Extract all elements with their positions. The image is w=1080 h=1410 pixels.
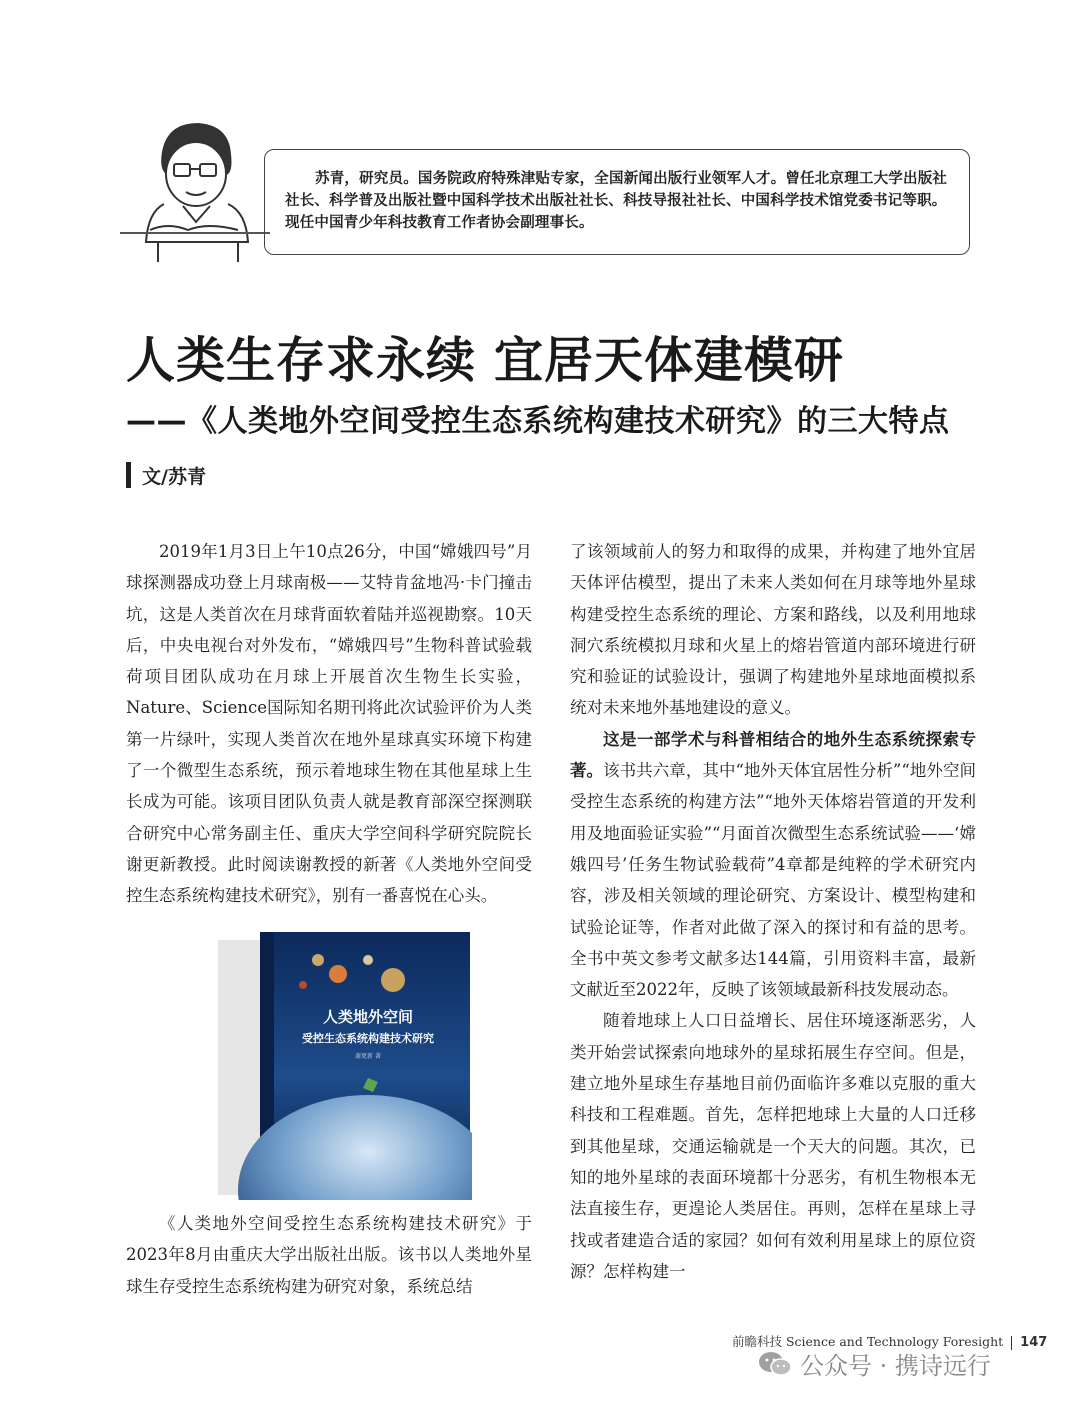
- author-marker: [126, 462, 131, 488]
- bold-lead: 这是一部学术与科普相结合的地外生态系统探索专著。: [570, 729, 976, 781]
- book-cover-title-2: 受控生态系统构建技术研究: [302, 1032, 434, 1045]
- right-column: [570, 536, 976, 1287]
- bio-connector-line: [120, 232, 270, 234]
- left-column-bottom: [126, 1208, 532, 1302]
- body-paragraph: 《人类地外空间受控生态系统构建技术研究》于2023年8月由重庆大学出版社出版。该书以人类地外星球生存受控生态系统构建为研究对象，系统总结: [126, 1214, 532, 1296]
- page-number: 147: [1020, 1335, 1048, 1350]
- watermark-text: 公众号 · 携诗远行: [800, 1352, 991, 1380]
- body-paragraph: 随着地球上人口日益增长、居住环境逐渐恶劣，人类开始尝试探索向地球外的星球拓展生存空间。但是，建立地外星球生存基地目前仍面临许多难以克服的重大科技和工程难题。首先，怎样把地球上大量的人口迁移到其他星球，交通运输就是一个天大的问题。其次，已知的地外星球的表面环境都十分恶劣，有机生物根本无法直接生存，更遑论人类居住。再则，怎样在星球上寻找或者建造合适的家园？如何有效利用星球上的原位资源？怎样构建一: [570, 1011, 976, 1281]
- author-portrait-illustration: [128, 112, 258, 272]
- journal-name: 前瞻科技 Science and Technology Foresight: [732, 1334, 1004, 1349]
- watermark: [758, 1346, 991, 1381]
- left-column-top: [126, 536, 532, 912]
- wechat-icon: [758, 1350, 792, 1378]
- book-cover-title-1: 人类地外空间: [322, 1008, 414, 1026]
- body-paragraph: 2019年1月3日上午10点26分，中国“嫦娥四号”月球探测器成功登上月球南极——艾特肯盆地冯·卡门撞击坑，这是人类首次在月球背面软着陆并巡视勘察。10天后，中央电视台对外发布，“嫦娥四号”生物科普试验载荷项目团队成功在月球上开展首次生物生长实验，Nature、Science国际知名期刊将此次试验评价为人类第一片绿叶，实现人类首次在地外星球真实环境下构建了一个微型生态系统，预示着地球生物在其他星球上生长成为可能。该项目团队负责人就是教育部深空探测联合研究中心常务副主任、重庆大学空间科学研究院院长谢更新教授。此时阅读谢教授的新著《人类地外空间受控生态系统构建技术研究》，别有一番喜悦在心头。: [126, 542, 532, 906]
- book-cover-image: [218, 930, 472, 1200]
- footer-divider: [1011, 1336, 1012, 1350]
- article-subtitle: ——《人类地外空间受控生态系统构建技术研究》的三大特点: [126, 404, 950, 439]
- article-author: 文/苏青: [142, 466, 206, 488]
- body-text: 该书共六章，其中“地外天体宜居性分析”“地外空间受控生态系统的构建方法”“地外天体熔岩管道的开发利用及地面验证实验”“月面首次微型生态系统试验——‘嫦娥四号’任务生物试验载荷”4章都是纯粹的学术研究内容，涉及相关领域的理论研究、方案设计、模型构建和试验论证等，作者对此做了深入的探讨和有益的思考。全书中英文参考文献多达144篇，引用资料丰富，最新文献近至2022年，反映了该领域最新科技发展动态。: [570, 761, 977, 1000]
- body-paragraph: 了该领域前人的努力和取得的成果，并构建了地外宜居天体评估模型，提出了未来人类如何在月球等地外星球构建受控生态系统的理论、方案和路线，以及利用地球洞穴系统模拟月球和火星上的熔岩管道内部环境进行研究和验证的试验设计，强调了构建地外星球地面模拟系统对未来地外基地建设的意义。: [570, 542, 976, 718]
- article-title: 人类生存求永续 宜居天体建模研: [126, 332, 845, 389]
- book-cover-author: 谢更新 著: [355, 1053, 381, 1060]
- author-bio: 苏青，研究员。国务院政府特殊津贴专家，全国新闻出版行业领军人才。曾任北京理工大学出版社社长、科学普及出版社暨中国科学技术出版社社长、科技导报社社长、中国科学技术馆党委书记等职。现任中国青少年科技教育工作者协会副理事长。: [285, 171, 948, 231]
- body-paragraph-emphasis: [570, 724, 976, 1006]
